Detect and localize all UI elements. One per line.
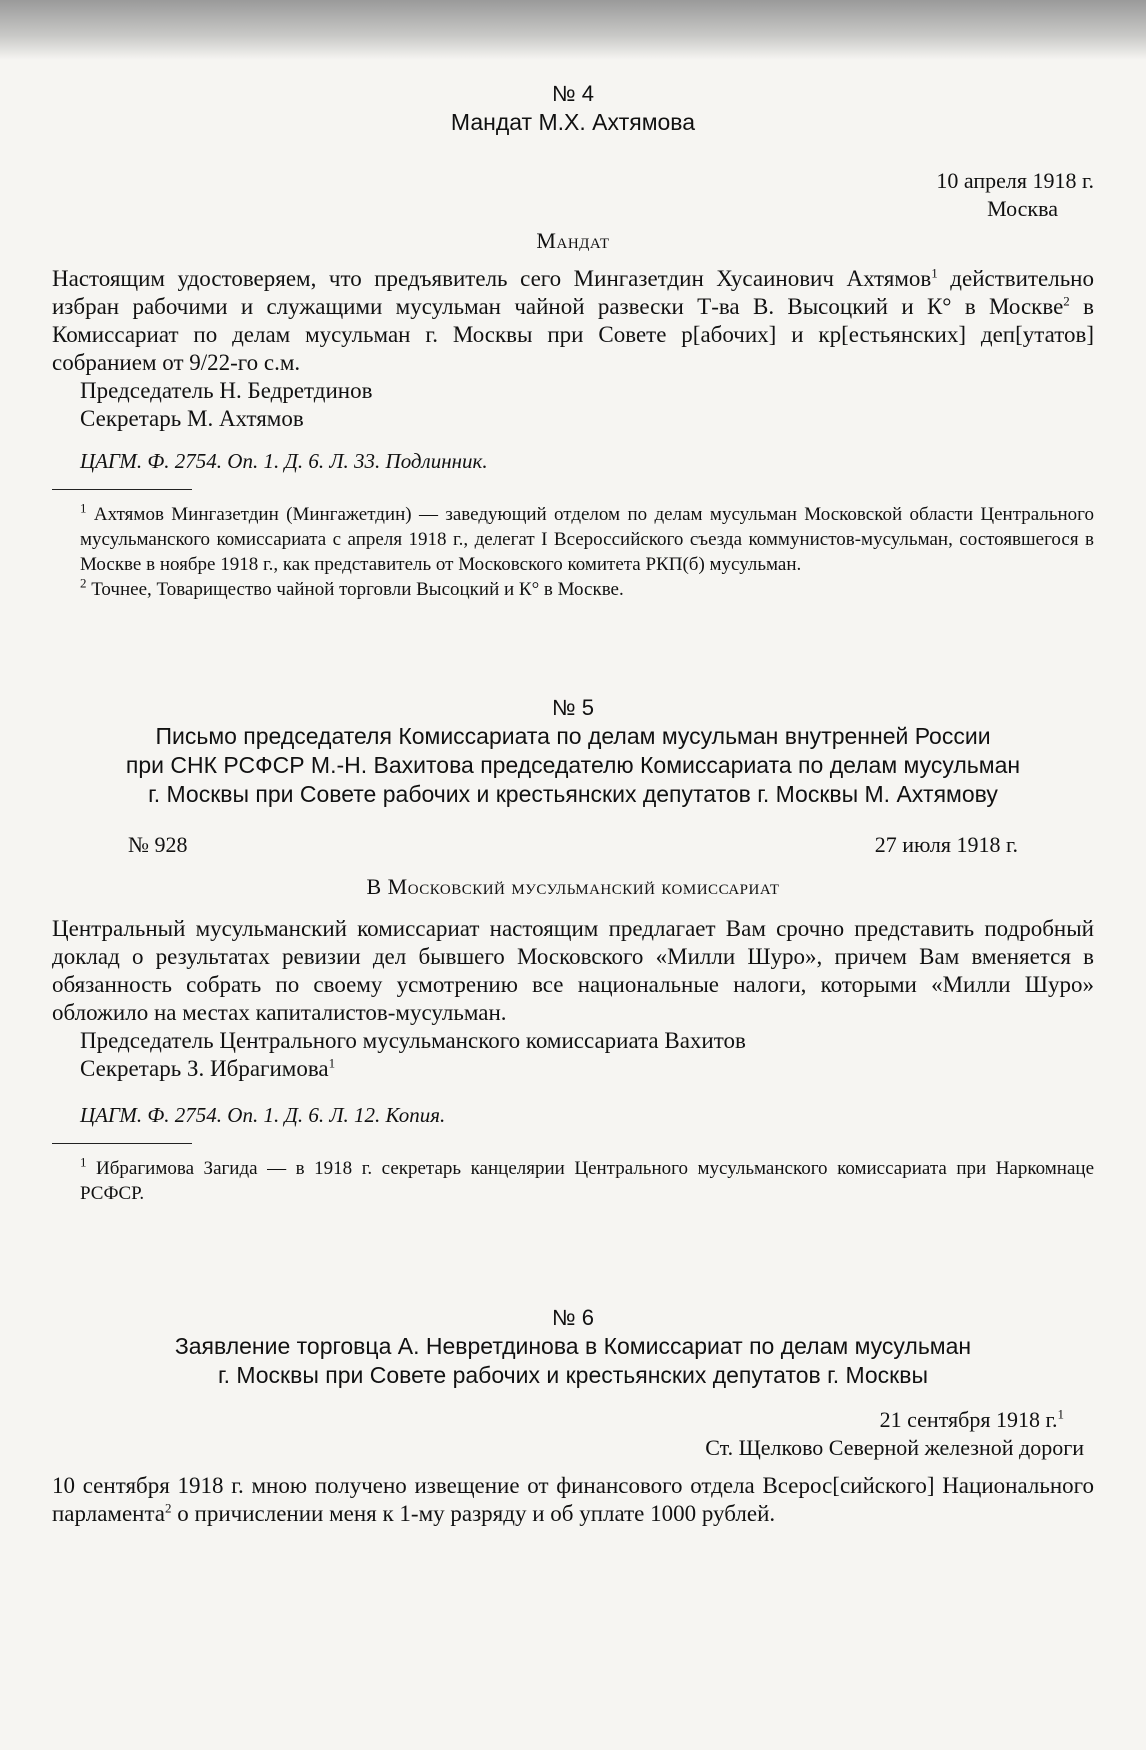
doc4-date: 10 апреля 1918 г. — [936, 168, 1094, 193]
doc5-title-line-3: г. Москвы при Совете рабочих и крестьянских депутатов г. Москвы М. Ахтямову — [148, 781, 998, 807]
doc6-footnote-ref-1: 1 — [1057, 1406, 1064, 1422]
doc4-body-c: в Комиссариат по делам мусульман г. Москвы при Совете р[абочих] и кр[естьянских] деп[утатов] собранием от 9/22-го с.м. — [52, 294, 1094, 375]
doc4-footnote-1-mark: 1 — [80, 500, 87, 516]
doc4-number: № 4 — [552, 81, 594, 106]
doc4-footnote-1-text: Ахтямов Мингазетдин (Мингажетдин) — заведующий отделом по делам мусульман Московской области Центрального мусульманского комиссариата с апреля 1918 г., делегат I Всероссийского съезда коммунистов-мусульман, состоявшегося в Москве в ноябре 1918 г., как представитель от Московского комитета РКП(б) мусульман. — [80, 504, 1094, 575]
doc5-archive-ref: ЦАГМ. Ф. 2754. Оп. 1. Д. 6. Л. 12. Копия. — [80, 1103, 446, 1127]
doc5-footnote-1-mark: 1 — [80, 1154, 87, 1170]
doc4-footnote-rule — [52, 489, 192, 490]
doc4-footnote-2-text: Точнее, Товарищество чайной торговли Высоцкий и К° в Москве. — [86, 579, 624, 600]
document-content — [52, 80, 1094, 1528]
doc4-signature-secretary: Секретарь М. Ахтямов — [80, 406, 304, 431]
doc4-footnote-ref-1: 1 — [931, 265, 938, 281]
doc4-footnote-1 — [52, 502, 1094, 577]
doc6-number: № 6 — [552, 1305, 594, 1330]
doc4-archive-ref: ЦАГМ. Ф. 2754. Оп. 1. Д. 6. Л. 33. Подлинник. — [80, 449, 488, 473]
doc6-date-text: 21 сентября 1918 г. — [879, 1407, 1058, 1432]
doc5-footnote-1 — [52, 1156, 1094, 1206]
doc6-body-b: о причислении меня к 1-му разряду и об уплате 1000 рублей. — [171, 1501, 776, 1526]
doc4-body-b: действительно избран рабочими и служащими мусульман чайной развески Т-ва В. Высоцкий и К° в Москве — [52, 266, 1094, 319]
document-4 — [52, 80, 1094, 602]
doc4-heading: Мандат — [536, 228, 610, 253]
doc4-place: Москва — [987, 196, 1058, 221]
doc5-title-line-1: Письмо председателя Комиссариата по делам мусульман внутренней России — [155, 723, 991, 749]
doc5-footnote-rule — [52, 1143, 192, 1144]
doc5-number: № 5 — [552, 695, 594, 720]
doc6-title-line-1: Заявление торговца А. Невретдинова в Комиссариат по делам мусульман — [174, 1333, 972, 1359]
doc6-body-a: 10 сентября 1918 г. мною получено извещение от финансового отдела Всерос[сийского] Национального парламента — [52, 1473, 1094, 1526]
doc5-signature-secretary — [52, 1055, 1094, 1083]
doc5-addressee: В Московский мусульманский комиссариат — [366, 874, 780, 899]
document-6 — [52, 1304, 1094, 1528]
doc6-date — [52, 1406, 1094, 1434]
doc4-title: Мандат М.Х. Ахтямова — [450, 109, 696, 135]
doc6-place: Ст. Щелково Северной железной дороги — [705, 1435, 1084, 1460]
doc5-signature-chair: Председатель Центрального мусульманского комиссариата Вахитов — [80, 1028, 746, 1053]
doc4-footnote-2-mark: 2 — [80, 575, 87, 591]
doc6-body — [52, 1472, 1094, 1528]
document-5 — [52, 694, 1094, 1206]
doc4-body — [52, 265, 1094, 377]
doc4-signature-chair: Председатель Н. Бедретдинов — [80, 378, 373, 403]
doc4-footnote-ref-2: 2 — [1063, 293, 1070, 309]
doc5-number-date-row — [52, 831, 1094, 859]
doc5-signature-secretary-text: Секретарь З. Ибрагимова — [80, 1056, 329, 1081]
doc5-date: 27 июля 1918 г. — [874, 832, 1018, 857]
doc5-body: Центральный мусульманский комиссариат настоящим предлагает Вам срочно представить подробный доклад о результатах ревизии дел бывшего Московского «Милли Шуро», причем Вам вменяется в обязанность собрать по своему усмотрению все национальные налоги, которыми «Милли Шуро» обложило на местах капиталистов-мусульман. — [52, 916, 1094, 1025]
page-header-strip — [0, 0, 1146, 60]
doc4-body-a: Настоящим удостоверяем, что предъявитель сего Мингазетдин Хусаинович Ахтямов — [52, 266, 932, 291]
doc5-footnote-1-text: Ибрагимова Загида — в 1918 г. секретарь канцелярии Центрального мусульманского комиссариата при Наркомнаце РСФСР. — [80, 1158, 1094, 1204]
doc6-title-line-2: г. Москвы при Совете рабочих и крестьянских депутатов г. Москвы — [217, 1362, 928, 1388]
doc5-title-line-2: при СНК РСФСР М.-Н. Вахитова председателю Комиссариата по делам мусульман — [125, 752, 1021, 778]
doc5-outgoing-number: № 928 — [128, 832, 188, 857]
doc4-footnote-2 — [52, 577, 1094, 602]
doc6-footnote-ref-2: 2 — [165, 1500, 172, 1516]
doc5-footnote-ref-1: 1 — [328, 1055, 336, 1071]
